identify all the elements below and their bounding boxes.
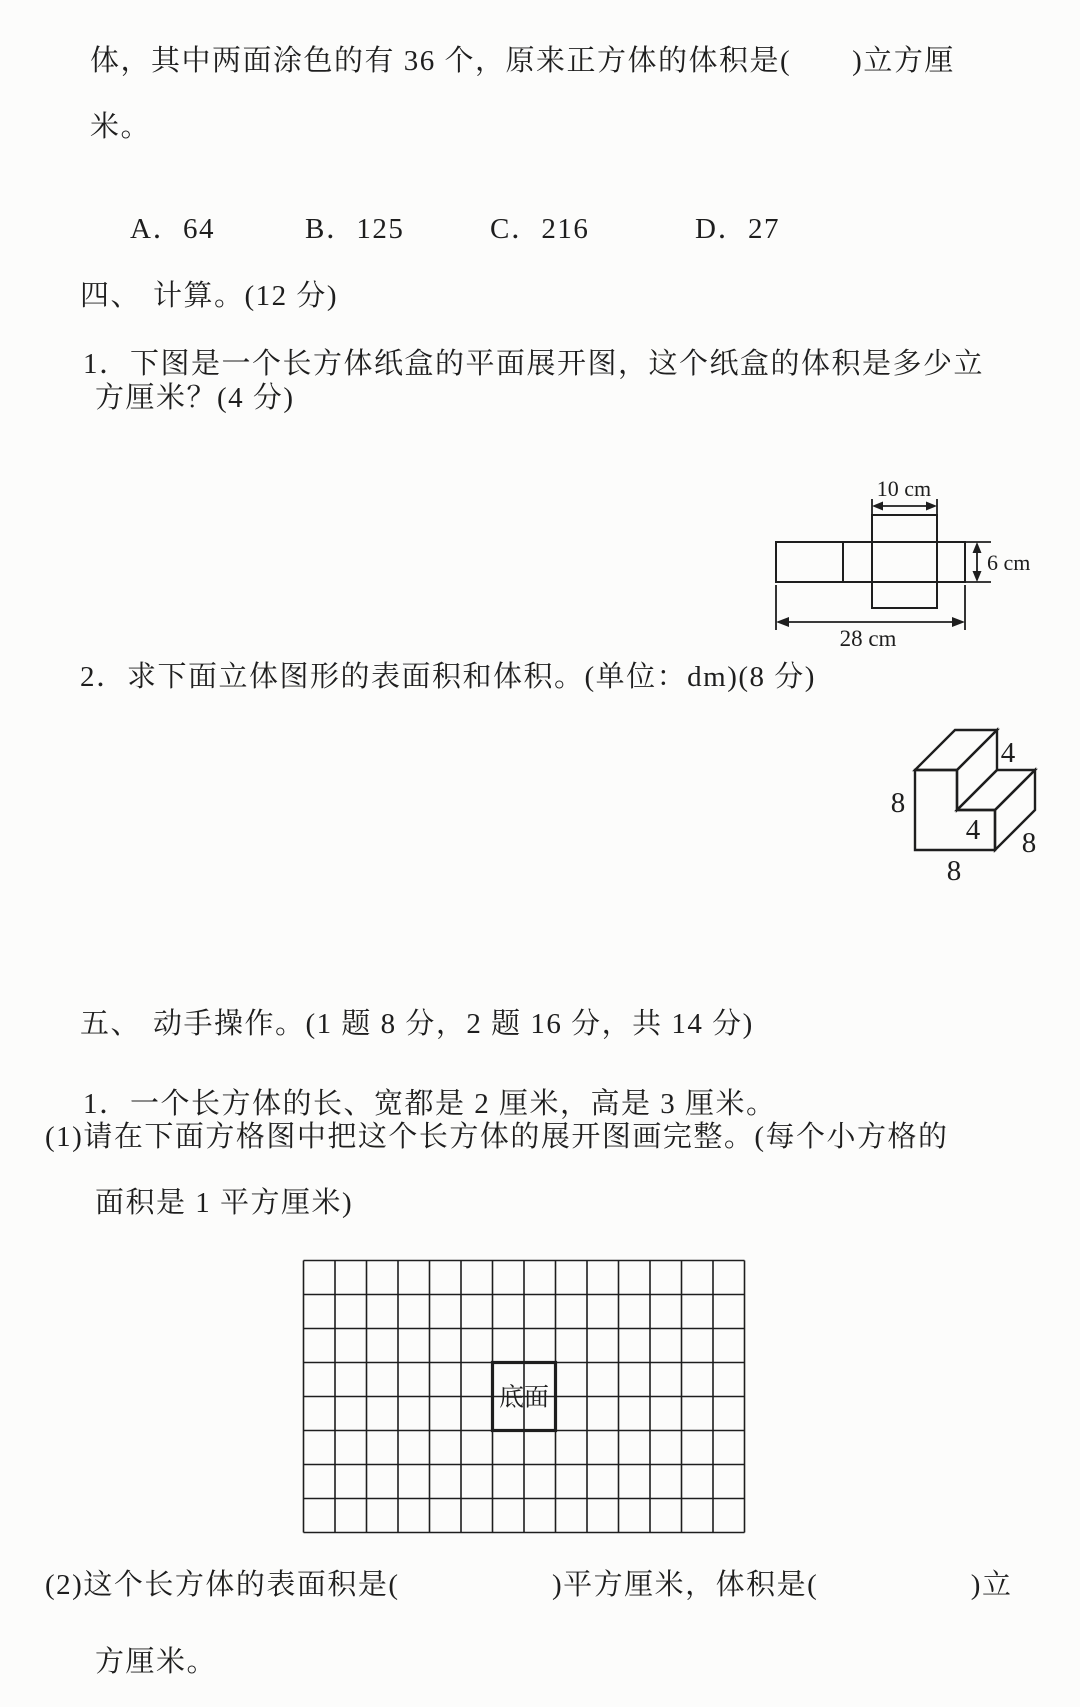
net-side-dimension-label: 6 cm	[987, 550, 1031, 575]
s4q2-line	[45, 626, 816, 728]
solid-depth-label: 8	[1021, 827, 1037, 859]
s5q1-sub1-line2: 面积是 1 平方厘米)	[95, 1187, 354, 1219]
s5q1-number: 1．	[83, 1088, 130, 1120]
question3-line2: 米。	[90, 111, 152, 143]
question3-line1: 体，其中两面涂色的有 36 个，原来正方体的体积是( )立方厘	[90, 45, 955, 77]
section5-number: 五、	[80, 1008, 142, 1040]
dimension-10cm	[872, 499, 937, 515]
option-a: A．64	[130, 213, 215, 245]
solid-width-label: 8	[946, 855, 962, 887]
solid-height-label: 8	[890, 787, 906, 819]
solid-step-label: 4	[1000, 737, 1016, 769]
s5q1-text: 一个长方体的长、宽都是 2 厘米，高是 3 厘米。	[130, 1088, 777, 1120]
net-faces	[776, 515, 965, 608]
solid-figure	[855, 688, 1080, 888]
solid-notch-label: 4	[965, 814, 981, 846]
s5q1-sub2-line2: 方厘米。	[95, 1646, 218, 1678]
s5q1-sub2-line1: (2)这个长方体的表面积是( )平方厘米，体积是( )立	[45, 1569, 1013, 1601]
practice-grid	[302, 1259, 748, 1535]
bottom-face-label: 底面	[498, 1384, 550, 1412]
s4q1-text: 下图是一个长方体纸盒的平面展开图，这个纸盒的体积是多少立	[130, 348, 985, 380]
net-top-dimension-label: 10 cm	[876, 478, 932, 501]
s5q1-sub1-line1: (1)请在下面方格图中把这个长方体的展开图画完整。(每个小方格的	[45, 1121, 949, 1153]
option-b: B．125	[305, 213, 405, 245]
section4-number: 四、	[80, 280, 142, 312]
section5-title: 动手操作。(1 题 8 分，2 题 16 分，共 14 分)	[153, 1008, 754, 1040]
s4q2-text: 求下面立体图形的表面积和体积。(单位：dm)(8 分)	[127, 661, 816, 693]
option-c: C．216	[490, 213, 590, 245]
section4-title: 计算。(12 分)	[153, 280, 339, 312]
s4q2-number: 2．	[80, 661, 127, 693]
s4q1-line2: 方厘米？(4 分)	[95, 382, 295, 414]
option-d: D．27	[695, 213, 780, 245]
net-bottom-dimension-label: 28 cm	[839, 626, 897, 651]
s4q1-number: 1．	[83, 348, 130, 380]
